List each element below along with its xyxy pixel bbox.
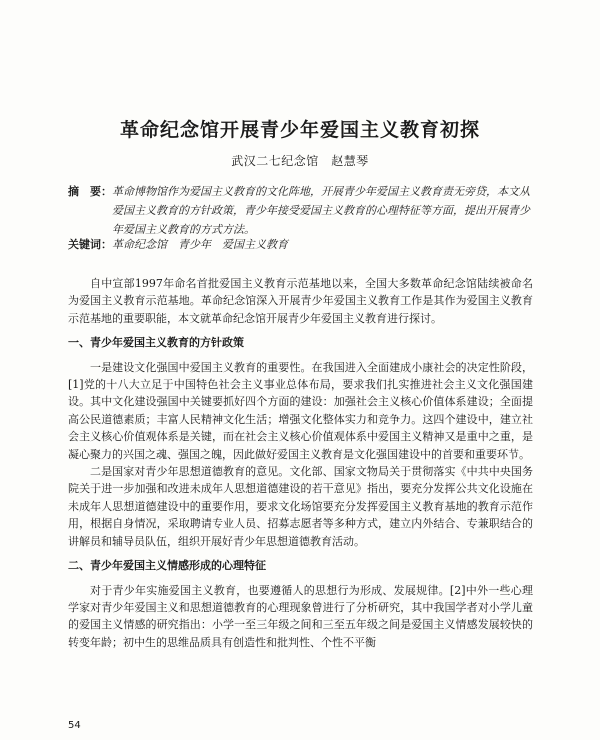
article-title: 革命纪念馆开展青少年爱国主义教育初探 [119,119,480,141]
abstract-block [68,182,533,239]
keywords-block [68,236,288,252]
section-1-paragraph-2: 二是国家对青少年思想道德教育的意见。文化部、国家文物局关于贯彻落实《中共中央国务院关于进一步加强和改进未成年人思想道德建设的若干意见》指出，要充分发挥公共文化设施在未成年人思想道德建设中的重要作用，要求文化场馆要充分发挥爱国主义教育基地的教育示范作用，根据自身情况，采取聘请专业人员、招募志愿者等多种方式，建立内外结合、专兼职结合的讲解员和辅导员队伍，组织开展好青少年思想道德教育活动。 [68,465,533,548]
keywords-label: 关键词： [68,238,112,251]
page-number: 54 [68,720,81,731]
section-1-paragraph-1: 一是建设文化强国中爱国主义教育的重要性。在我国进入全面建成小康社会的决定性阶段，[1]党的十八大立足于中国特色社会主义事业总体布局，要求我们扎实推进社会主义文化强国建设。其中文化建设强国中关键要抓好四个方面的建设：加强社会主义核心价值体系建设；全面提高公民道德素质；丰富人民精神文化生活；增强文化整体实力和竞争力。这四个建设中，建立社会主义核心价值观体系是关键，而在社会主义核心价值观体系中爱国主义精神又是重中之重，是凝心聚力的兴国之魂、强国之魄，因此做好爱国主义教育是文化强国建设中的首要和重要环节。 [68,360,533,461]
abstract-label: 摘 要： [68,185,112,198]
article-author: 武汉二七纪念馆 赵慧琴 [231,154,369,168]
section-2-paragraph-1: 对于青少年实施爱国主义教育，也要遵循人的思想行为形成、发展规律。[2]中外一些心理学家对青少年爱国主义和思想道德教育的心理现象曾进行了分析研究，其中我国学者对小学儿童的爱国主义情感的研究指出：小学一至三年级之间和三至五年级之间是爱国主义情感发展较快的转变年龄；初中生的思维品质具有创造性和批判性、个性不平衡 [68,583,533,649]
article-body [68,275,533,651]
section-1-heading: 一、青少年爱国主义教育的方针政策 [68,336,244,350]
abstract-text: 革命博物馆作为爱国主义教育的文化阵地，开展青少年爱国主义教育责无旁贷，本文从爱国主义教育的方针政策，青少年接受爱国主义教育的心理特征等方面，提出开展青少年爱国主义教育的方式方法。 [112,185,530,236]
section-2-heading: 二、青少年爱国主义情感形成的心理特征 [68,559,266,573]
intro-paragraph: 自中宣部1997年命名首批爱国主义教育示范基地以来，全国大多数革命纪念馆陆续被命名为爱国主义教育示范基地。革命纪念馆深入开展青少年爱国主义教育工作是其作为爱国主义教育示范基地的重要职能，本文就革命纪念馆开展青少年爱国主义教育进行探讨。 [68,277,533,325]
keywords-text: 革命纪念馆 青少年 爱国主义教育 [112,238,288,251]
